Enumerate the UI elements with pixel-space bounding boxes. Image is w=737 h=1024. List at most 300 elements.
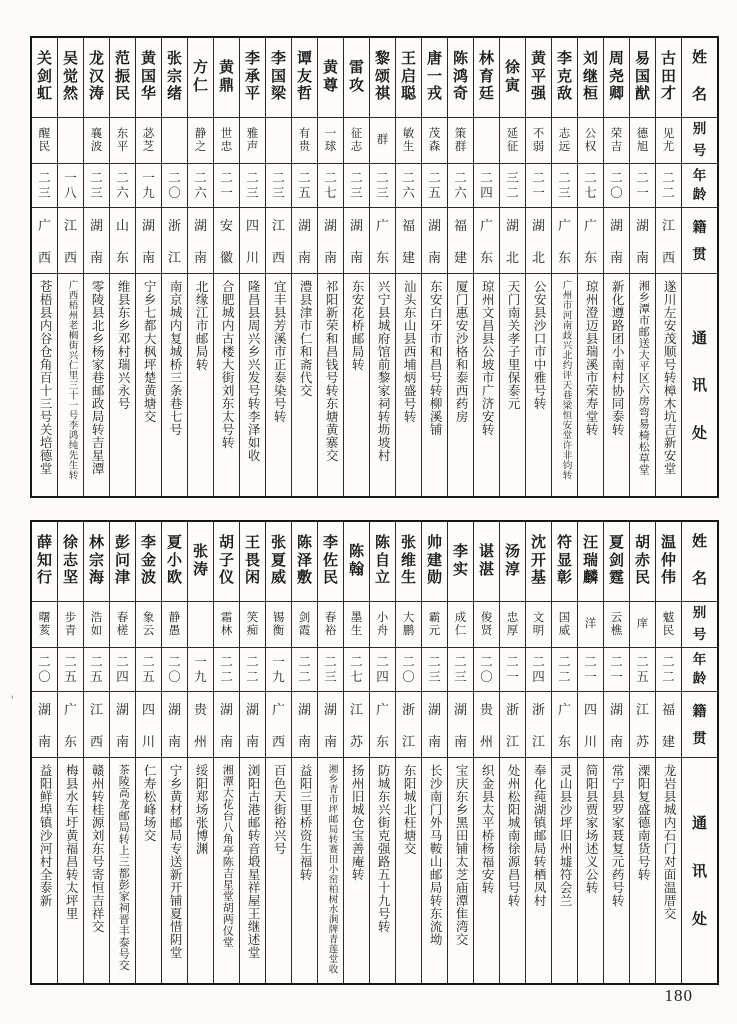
name-cell: 温 仲 伟 [656, 522, 681, 602]
person-column [499, 38, 525, 496]
address-text: 南京城内复城桥三条巷七号 [168, 280, 183, 436]
name-cell: 李 实 [448, 522, 473, 602]
header-age: 年 龄 [682, 164, 717, 208]
header-alias: 别 号 [682, 118, 717, 164]
alias-cell: 墨 生 [344, 602, 369, 648]
header-column [681, 38, 717, 496]
address-cell [344, 758, 369, 983]
native-cell: 四 川 [240, 208, 265, 274]
name-cell: 林 育 廷 [474, 38, 499, 118]
age-cell: 二 四 [474, 164, 499, 208]
person-column [135, 38, 161, 496]
age-cell: 二 五 [136, 648, 161, 692]
age-cell: 二 五 [84, 648, 109, 692]
age-cell: 二 一 [526, 164, 551, 208]
address-cell [214, 758, 239, 983]
alias-cell: 庠 [630, 602, 655, 648]
person-column [551, 38, 577, 496]
native-cell: 湖 南 [188, 208, 213, 274]
age-cell: 二 六 [188, 164, 213, 208]
alias-cell: 有 贵 [292, 118, 317, 164]
age-cell: 二 三 [240, 164, 265, 208]
name-cell: 沈 开 基 [526, 522, 551, 602]
native-cell: 湖 南 [318, 208, 343, 274]
address-cell [604, 758, 629, 983]
name-cell: 谭 友 哲 [292, 38, 317, 118]
address-cell [58, 274, 83, 496]
address-text: 东安白牙市和昌号转柳溪铺 [428, 280, 443, 436]
person-column [421, 38, 447, 496]
address-cell [500, 274, 525, 496]
native-cell: 福 建 [396, 208, 421, 274]
age-cell: 二 三 [266, 164, 291, 208]
address-text: 绥阳郑场张博渊 [194, 764, 209, 855]
native-cell: 广 东 [552, 692, 577, 758]
name-cell: 王 畏 闲 [240, 522, 265, 602]
age-cell: 二 三 [84, 164, 109, 208]
alias-cell: 文 明 [526, 602, 551, 648]
native-cell: 湖 南 [604, 692, 629, 758]
person-column [161, 38, 187, 496]
age-cell: 二 〇 [32, 648, 57, 692]
native-cell: 福 建 [448, 208, 473, 274]
address-text: 零陵县北乡杨家巷邮政局转吉星潭 [90, 280, 105, 475]
native-cell: 广 西 [266, 692, 291, 758]
alias-cell: 世 忠 [214, 118, 239, 164]
age-cell: 二 二 [240, 648, 265, 692]
address-text: 织金县太平桥杨福安转 [480, 764, 495, 894]
name-cell: 黄 国 华 [136, 38, 161, 118]
native-cell: 广 西 [32, 208, 57, 274]
address-text: 新化遵路团小南村协同泰转 [610, 280, 625, 436]
alias-cell: 步 青 [58, 602, 83, 648]
address-cell [500, 758, 525, 983]
address-text: 湘潭大花台八角亭陈吉星堂胡两仪堂 [221, 764, 234, 948]
address-cell [110, 758, 135, 983]
page-number: 180 [664, 986, 693, 1005]
alias-cell [266, 118, 291, 164]
age-cell: 二 五 [630, 648, 655, 692]
age-cell: 二 一 [604, 648, 629, 692]
address-cell [240, 758, 265, 983]
name-cell: 汪 瑞 麟 [578, 522, 603, 602]
age-cell: 一 九 [266, 648, 291, 692]
native-cell: 湖 南 [448, 692, 473, 758]
native-cell: 湖 南 [110, 692, 135, 758]
native-cell: 广 东 [58, 692, 83, 758]
native-cell: 江 西 [656, 208, 681, 274]
name-cell: 李 佐 民 [318, 522, 343, 602]
address-text: 简阳县贾家场述义公转 [584, 764, 599, 894]
alias-cell: 一 球 [318, 118, 343, 164]
age-cell: 二 二 [292, 648, 317, 692]
name-cell: 黄 平 强 [526, 38, 551, 118]
address-cell [656, 758, 681, 983]
person-column [343, 38, 369, 496]
address-text: 溧阳复盛德南货号转 [636, 764, 651, 881]
address-text: 宜丰县芳溪市正泰染号转 [272, 280, 287, 423]
alias-cell: 小 舟 [370, 602, 395, 648]
alias-cell: 云 樵 [604, 602, 629, 648]
header-address: 通 讯 处 [691, 331, 707, 442]
native-cell: 湖 南 [162, 692, 187, 758]
age-cell: 二 一 [578, 648, 603, 692]
native-cell: 安 徽 [214, 208, 239, 274]
person-column [629, 38, 655, 496]
name-cell: 汤 淳 [500, 522, 525, 602]
address-text: 茶陵高龙邮局转上三都彭家祠晋丰泰号交 [117, 764, 130, 971]
alias-cell: 忠 厚 [500, 602, 525, 648]
name-cell: 方 仁 [188, 38, 213, 118]
alias-cell: 浩 如 [84, 602, 109, 648]
header-address: 通 讯 处 [691, 815, 707, 929]
person-column [343, 522, 369, 983]
age-cell: 二 三 [448, 648, 473, 692]
person-column [317, 522, 343, 983]
address-text: 广西梧州老榈街兴仁里三十一号李鸿纯先生转 [66, 280, 77, 480]
address-text: 天门南关孝子里保泰元 [506, 280, 521, 410]
name-cell: 陈 翰 [344, 522, 369, 602]
address-text: 兴宁县城府馆前黎家祠转坜坡村 [376, 280, 391, 462]
address-text: 遂川左安茂顺号转樟木坑吉新安堂 [662, 280, 677, 475]
age-cell: 二 六 [110, 164, 135, 208]
name-cell: 李 国 梁 [266, 38, 291, 118]
person-column [265, 522, 291, 983]
native-cell: 四 川 [578, 692, 603, 758]
person-column [109, 38, 135, 496]
alias-cell: 霸 元 [422, 602, 447, 648]
person-column [603, 522, 629, 983]
alias-cell: 策 群 [448, 118, 473, 164]
person-column [525, 38, 551, 496]
age-cell: 二 一 [500, 648, 525, 692]
header-name: 姓 名 [682, 522, 717, 602]
age-cell: 二 〇 [396, 648, 421, 692]
alias-cell: 襄 波 [84, 118, 109, 164]
person-column [447, 38, 473, 496]
age-cell: 二 三 [552, 164, 577, 208]
address-text: 维县东乡邓村瑞兴永号 [116, 280, 131, 410]
age-cell: 二 六 [448, 164, 473, 208]
person-column [187, 522, 213, 983]
address-text: 北缘江市邮局转 [194, 280, 209, 371]
native-cell: 湖 南 [422, 208, 447, 274]
alias-cell: 群 [370, 118, 395, 164]
alias-cell: 魃 民 [656, 602, 681, 648]
address-text: 益阳三里桥资生福转 [298, 764, 313, 881]
person-column [135, 522, 161, 983]
age-cell: 二 七 [578, 164, 603, 208]
name-cell: 李 克 敌 [552, 38, 577, 118]
age-cell: 一 九 [188, 648, 213, 692]
native-cell: 湖 南 [344, 208, 369, 274]
address-text: 处州松阳城南徐源昌号转 [506, 764, 521, 907]
name-cell: 胡 子 仪 [214, 522, 239, 602]
address-cell [448, 758, 473, 983]
age-cell: 二 三 [422, 648, 447, 692]
age-cell: 二 四 [526, 648, 551, 692]
name-cell: 范 振 民 [110, 38, 135, 118]
address-cell [344, 274, 369, 496]
person-column [473, 38, 499, 496]
address-cell [526, 758, 551, 983]
address-text: 琼州文昌县公坡市广济安转 [480, 280, 495, 436]
person-column [109, 522, 135, 983]
age-cell: 二 二 [656, 164, 681, 208]
native-cell: 湖 北 [526, 208, 551, 274]
native-cell: 湖 南 [292, 208, 317, 274]
address-text: 百色天街裕兴号 [272, 764, 287, 855]
person-column [395, 522, 421, 983]
age-cell: 二 四 [110, 648, 135, 692]
native-cell: 湖 南 [630, 208, 655, 274]
address-text: 龙岩县城内石门对面温厝交 [662, 764, 677, 920]
address-cell [318, 758, 343, 983]
age-cell: 二 一 [630, 164, 655, 208]
address-text: 灵山县沙坪旧州墟符会兰 [558, 764, 573, 907]
alias-cell: 国 威 [552, 602, 577, 648]
age-cell: 二 一 [214, 164, 239, 208]
name-cell: 周 尧 卿 [604, 38, 629, 118]
native-cell: 广 东 [370, 692, 395, 758]
native-cell: 湖 南 [32, 692, 57, 758]
address-text: 东阳城北枉塘交 [402, 764, 417, 855]
name-cell: 易 国 猷 [630, 38, 655, 118]
address-text: 宁乡黄材邮局专送新开铺夏惜阴堂 [168, 764, 183, 959]
native-cell: 四 川 [136, 692, 161, 758]
person-column [83, 522, 109, 983]
address-cell [292, 274, 317, 496]
native-cell: 湖 南 [604, 208, 629, 274]
age-cell: 二 二 [214, 648, 239, 692]
address-cell [604, 274, 629, 496]
address-text: 长沙南门外马鞍山邮局转东流坳 [428, 764, 443, 946]
address-text: 厦门惠安沙格和泰西药房 [454, 280, 469, 423]
native-cell: 贵 州 [474, 692, 499, 758]
person-column [239, 522, 265, 983]
name-cell: 李 金 波 [136, 522, 161, 602]
person-column [213, 522, 239, 983]
address-cell [266, 758, 291, 983]
alias-cell [188, 602, 213, 648]
alias-cell: 剑 霞 [292, 602, 317, 648]
name-cell: 彭 问 津 [110, 522, 135, 602]
name-cell: 张 宗 绪 [162, 38, 187, 118]
alias-cell: 静 愚 [162, 602, 187, 648]
age-cell: 二 七 [344, 648, 369, 692]
address-cell [110, 274, 135, 496]
person-column [421, 522, 447, 983]
address-cell [214, 274, 239, 496]
address-cell [240, 274, 265, 496]
name-cell: 林 宗 海 [84, 522, 109, 602]
address-text: 合肥城内古楼大街刘东太号转 [220, 280, 235, 449]
alias-cell: 醒 民 [32, 118, 57, 164]
person-column [629, 522, 655, 983]
person-column [32, 38, 57, 496]
alias-cell [474, 118, 499, 164]
alias-cell: 延 征 [500, 118, 525, 164]
native-cell: 浙 江 [396, 692, 421, 758]
age-cell: 二 〇 [162, 164, 187, 208]
alias-cell: 静 之 [188, 118, 213, 164]
address-text: 湘乡潭市邮送大平区六房弯易椅松草堂 [637, 280, 650, 476]
header-native: 籍 贯 [682, 692, 717, 758]
address-cell [58, 758, 83, 983]
address-cell [578, 274, 603, 496]
person-column [32, 522, 57, 983]
age-cell: 二 〇 [162, 648, 187, 692]
person-column [551, 522, 577, 983]
age-cell: 二 五 [292, 164, 317, 208]
age-cell: 一 九 [136, 164, 161, 208]
address-text: 益阳鲜埠镇沙河村全泰新 [38, 764, 53, 907]
alias-cell: 雅 声 [240, 118, 265, 164]
person-column [291, 522, 317, 983]
person-column [447, 522, 473, 983]
alias-cell: 不 弱 [526, 118, 551, 164]
scan-artifact: 、 [8, 689, 24, 705]
address-cell [32, 758, 57, 983]
address-text: 苍梧县内谷仓角百十三号关培德堂 [38, 280, 53, 475]
address-cell [318, 274, 343, 496]
address-cell [630, 274, 655, 496]
address-cell [266, 274, 291, 496]
alias-cell [58, 118, 83, 164]
native-cell: 贵 州 [188, 692, 213, 758]
age-cell: 二 三 [32, 164, 57, 208]
address-text: 琼州澄迈县瑞溪市荣寿堂转 [584, 280, 599, 436]
native-cell: 浙 江 [526, 692, 551, 758]
name-cell: 胡 赤 民 [630, 522, 655, 602]
address-cell [630, 758, 655, 983]
alias-cell: 征 志 [344, 118, 369, 164]
name-cell: 夏 剑 霆 [604, 522, 629, 602]
address-cell [162, 758, 187, 983]
person-column [161, 522, 187, 983]
address-text: 隆昌县周兴乡兴发号转李泽如收 [246, 280, 261, 462]
person-column [603, 38, 629, 496]
native-cell: 广 东 [370, 208, 395, 274]
address-text: 常宁县罗家聂复元药号转 [610, 764, 625, 907]
address-cell [422, 758, 447, 983]
person-column [577, 522, 603, 983]
person-column [187, 38, 213, 496]
age-cell: 二 二 [656, 648, 681, 692]
native-cell: 湖 北 [500, 208, 525, 274]
person-column [369, 522, 395, 983]
name-cell: 谌 湛 [474, 522, 499, 602]
person-column [239, 38, 265, 496]
address-cell [188, 758, 213, 983]
person-column [83, 38, 109, 496]
address-text: 奉化莼湖镇邮局转栖凤村 [532, 764, 547, 907]
address-cell [84, 758, 109, 983]
address-cell [474, 274, 499, 496]
native-cell: 浙 江 [162, 208, 187, 274]
name-cell: 雷 攻 [344, 38, 369, 118]
address-text: 扬州旧城仓宝善庵转 [350, 764, 365, 881]
name-cell: 符 显 彰 [552, 522, 577, 602]
alias-cell: 春 裕 [318, 602, 343, 648]
native-cell: 湖 南 [84, 208, 109, 274]
name-cell: 唐 一 戎 [422, 38, 447, 118]
native-cell: 湖 南 [214, 692, 239, 758]
header-alias: 别 号 [682, 602, 717, 648]
native-cell: 广 东 [578, 208, 603, 274]
address-cell [526, 274, 551, 496]
name-cell: 张 维 生 [396, 522, 421, 602]
person-column [655, 38, 681, 496]
person-column [577, 38, 603, 496]
native-cell: 江 西 [58, 208, 83, 274]
alias-cell: 洋 [578, 602, 603, 648]
address-cell [188, 274, 213, 496]
name-cell: 陈 鸿 奇 [448, 38, 473, 118]
directory-table-bottom [30, 520, 719, 985]
native-cell: 福 建 [656, 692, 681, 758]
native-cell: 浙 江 [500, 692, 525, 758]
name-cell: 黎 颂 祺 [370, 38, 395, 118]
age-cell: 二 五 [58, 648, 83, 692]
name-cell: 徐 志 坚 [58, 522, 83, 602]
address-cell [292, 758, 317, 983]
address-text: 公安县沙口市中雅号转 [532, 280, 547, 410]
alias-cell: 苾 芝 [136, 118, 161, 164]
native-cell: 山 东 [110, 208, 135, 274]
name-cell: 龙 汉 涛 [84, 38, 109, 118]
person-column [655, 522, 681, 983]
alias-cell: 霜 林 [214, 602, 239, 648]
native-cell: 湖 南 [240, 692, 265, 758]
native-cell: 江 西 [266, 208, 291, 274]
address-text: 梅县水车圩黄福昌转太坪里 [64, 764, 79, 920]
address-cell [396, 758, 421, 983]
address-cell [552, 758, 577, 983]
name-cell: 帅 建 勋 [422, 522, 447, 602]
person-column [57, 522, 83, 983]
address-text: 祁阳新荣和昌钱号转东塘黄寨交 [324, 280, 339, 462]
alias-cell: 志 远 [552, 118, 577, 164]
address-cell [448, 274, 473, 496]
age-cell: 二 三 [370, 164, 395, 208]
address-text: 仁寿松峰场交 [142, 764, 157, 842]
alias-cell: 俊 贤 [474, 602, 499, 648]
person-column [473, 522, 499, 983]
native-cell: 江 苏 [630, 692, 655, 758]
alias-cell: 敏 生 [396, 118, 421, 164]
native-cell: 湖 南 [292, 692, 317, 758]
alias-cell: 象 云 [136, 602, 161, 648]
native-cell: 广 东 [474, 208, 499, 274]
native-cell: 广 东 [552, 208, 577, 274]
name-cell: 陈 泽 敷 [292, 522, 317, 602]
header-age: 年 龄 [682, 648, 717, 692]
person-column [317, 38, 343, 496]
directory-table-top [30, 36, 719, 498]
person-column [213, 38, 239, 496]
alias-cell [162, 118, 187, 164]
age-cell: 二 三 [344, 164, 369, 208]
address-text: 广州市河南歧兴北约评天巷梁恒安堂许非钧转 [560, 280, 571, 480]
alias-cell: 荣 吉 [604, 118, 629, 164]
address-cell [578, 758, 603, 983]
name-cell: 黄 鼎 [214, 38, 239, 118]
age-cell: 二 五 [422, 164, 447, 208]
age-cell: 二 三 [318, 648, 343, 692]
address-cell [552, 274, 577, 496]
age-cell: 二 六 [396, 164, 421, 208]
